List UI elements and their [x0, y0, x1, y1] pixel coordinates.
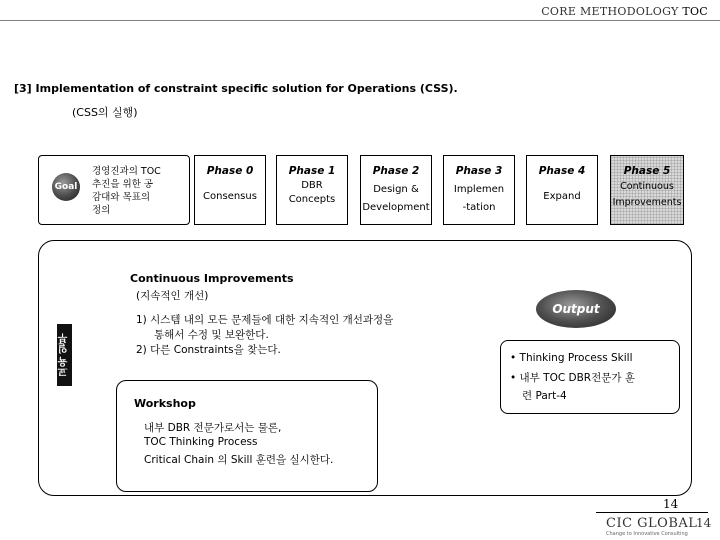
page-number: 14	[663, 497, 679, 511]
phase-1-line: Concepts	[288, 194, 336, 205]
phase-2-box	[360, 155, 432, 225]
header-label: CORE METHODOLOGY	[541, 5, 679, 18]
phase-3-box	[443, 155, 515, 225]
phase-0-box	[194, 155, 266, 225]
phase-5-box	[610, 155, 684, 225]
output-line: • 내부 TOC DBR전문가 훈	[510, 372, 635, 384]
goal-line: 추진을 위한 공	[92, 179, 154, 190]
slide-title: [3] Implementation of constraint specific solution for Operations (CSS).	[14, 82, 458, 95]
phase-1-line: DBR	[301, 180, 323, 191]
phase-3-line: Implemen	[453, 184, 505, 195]
goal-line: 정의	[92, 205, 111, 216]
company-logo: CIC GLOBAL	[606, 516, 698, 531]
header	[541, 5, 708, 18]
goal-line: 감대와 목표의	[92, 192, 151, 203]
phase-2-line: Design &	[373, 184, 419, 195]
phase-0-desc: Consensus	[203, 191, 257, 202]
goal-text	[92, 165, 184, 217]
goal-line: 경영진과의 TOC	[92, 166, 161, 177]
phase-0-title: Phase 0	[206, 165, 254, 177]
phase-5-line: Improvements	[612, 197, 682, 208]
output-badge: Output	[536, 290, 616, 328]
phase-2-line: Development	[362, 202, 430, 213]
footer-rule	[596, 512, 708, 513]
phase-5-desc	[611, 179, 683, 211]
continuous-line: 통해서 수정 및 보완한다.	[154, 329, 269, 341]
phase-5-line: Continuous	[620, 181, 674, 192]
workshop-line: 내부 DBR 전문가로서는 물론,	[144, 422, 282, 434]
workshop-line: Critical Chain 의 Skill 훈련을 실시한다.	[144, 454, 334, 466]
output-line: 련 Part-4	[522, 390, 567, 402]
header-toc: TOC	[682, 5, 708, 18]
workshop-title: Workshop	[134, 397, 196, 410]
phase-1-desc	[277, 179, 347, 207]
phase-4-title: Phase 4	[538, 165, 586, 177]
phase-4-box	[526, 155, 598, 225]
phase-3-line: -tation	[462, 202, 496, 213]
side-label: 교육 일부	[59, 333, 70, 377]
phase-4-desc: Expand	[543, 191, 581, 202]
header-rule	[0, 20, 720, 21]
workshop-line: TOC Thinking Process	[144, 436, 258, 448]
slide-subtitle: (CSS의 실행)	[72, 106, 138, 119]
output-line: • Thinking Process Skill	[510, 352, 633, 364]
continuous-line: 1) 시스템 내의 모든 문제들에 대한 지속적인 개선과정을	[136, 314, 394, 326]
continuous-title: Continuous Improvements	[130, 272, 294, 285]
phase-5-title: Phase 5	[623, 165, 671, 177]
continuous-line: 2) 다른 Constraints을 찾는다.	[136, 344, 281, 356]
company-logo-tagline: Change to Innovative Consulting	[606, 531, 688, 537]
phase-1-title: Phase 1	[288, 165, 336, 177]
goal-badge: Goal	[52, 173, 80, 201]
phase-3-title: Phase 3	[455, 165, 503, 177]
phase-2-title: Phase 2	[372, 165, 420, 177]
page-number-secondary: 14	[696, 516, 712, 530]
phase-1-box	[276, 155, 348, 225]
phase-2-desc	[361, 181, 431, 217]
phase-3-desc	[444, 181, 514, 217]
continuous-subtitle: (지속적인 개선)	[136, 290, 209, 302]
